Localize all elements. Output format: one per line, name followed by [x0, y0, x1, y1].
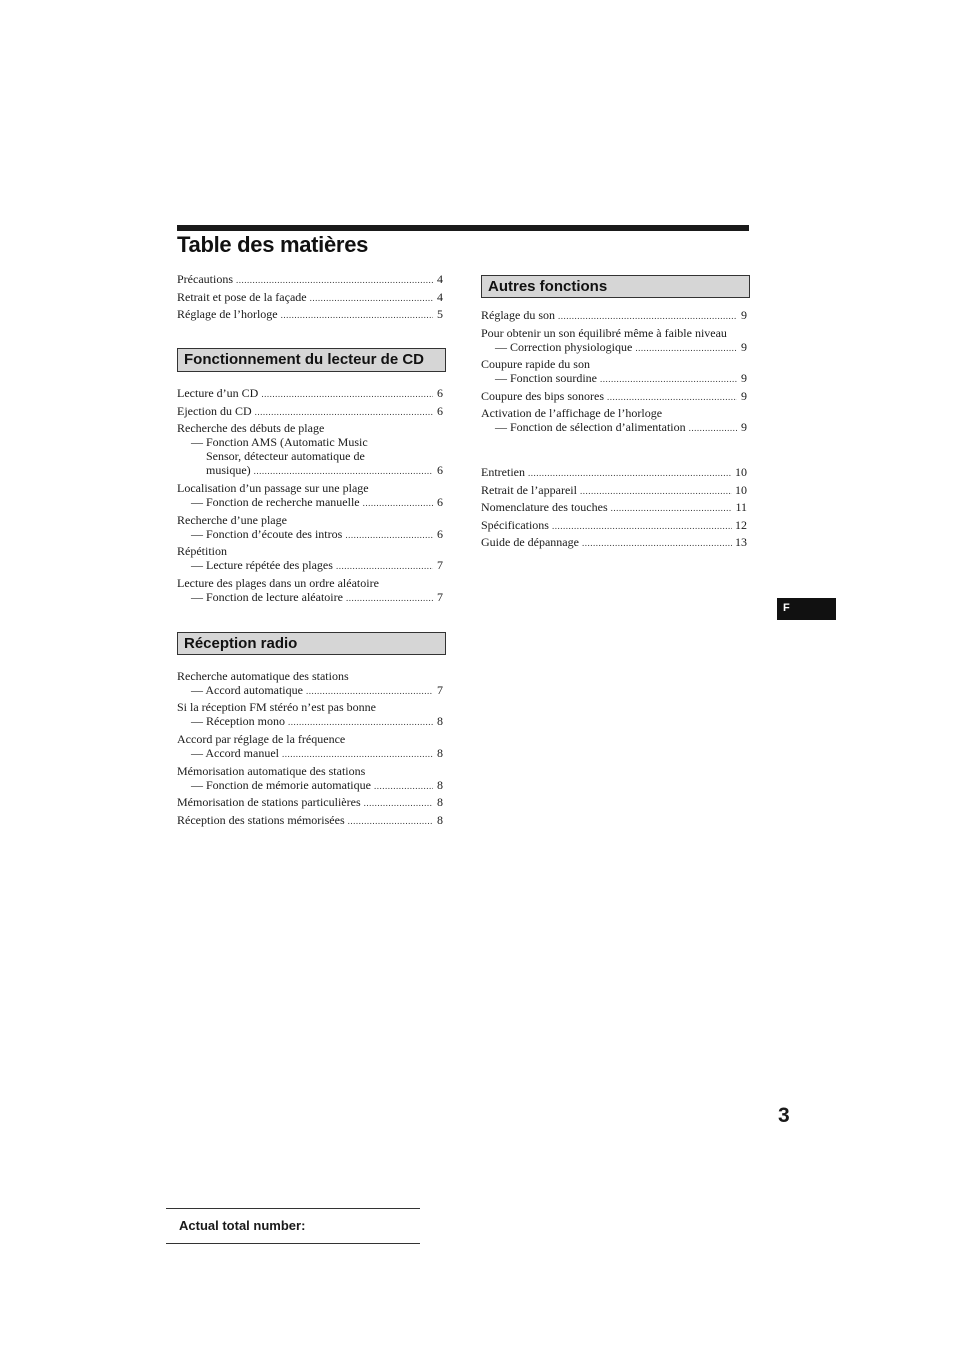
toc-text: Mémorisation de stations particulières	[177, 795, 361, 810]
dot-leader	[552, 519, 732, 533]
toc-line	[481, 406, 747, 420]
toc-page-number: 9	[741, 420, 747, 435]
page-title: Table des matières	[177, 232, 369, 257]
toc-text: Précautions	[177, 272, 233, 286]
toc-line	[481, 357, 747, 371]
toc-page-number: 4	[437, 289, 443, 304]
toc-entry	[177, 732, 443, 761]
toc-page-number: 6	[437, 494, 443, 509]
toc-text: Guide de dépannage	[481, 535, 579, 550]
toc-line	[481, 500, 747, 515]
dot-leader	[363, 496, 433, 510]
section-heading-cd: Fonctionnement du lecteur de CD	[177, 348, 446, 372]
toc-page-number: 7	[437, 558, 443, 573]
toc-text: — Fonction AMS (Automatic Music	[191, 435, 368, 450]
toc-text: Réglage de l’horloge	[177, 307, 278, 322]
toc-line	[177, 746, 443, 761]
dot-leader	[306, 684, 433, 698]
toc-entry	[177, 513, 443, 542]
toc-line	[177, 481, 443, 495]
page-number: 3	[778, 1104, 790, 1127]
toc-entry	[481, 465, 747, 480]
toc-text: — Fonction de lecture aléatoire	[191, 589, 343, 604]
toc-text: Réception des stations mémorisées	[177, 812, 345, 827]
toc-text: — Fonction sourdine	[495, 371, 597, 386]
toc-page-number: 8	[437, 777, 443, 792]
toc-entry	[177, 700, 443, 729]
toc-entry	[177, 576, 443, 605]
toc-line	[177, 669, 443, 683]
toc-text: musique)	[206, 463, 251, 478]
toc-text: Ejection du CD	[177, 403, 252, 418]
toc-entry	[481, 326, 747, 355]
toc-page-number: 7	[437, 589, 443, 604]
toc-page-number: 10	[735, 465, 747, 479]
toc-page-number: 6	[437, 386, 443, 401]
toc-page-number: 8	[437, 812, 443, 827]
toc-entry	[177, 386, 443, 401]
toc-entry	[481, 535, 747, 550]
toc-text: Sensor, détecteur automatique de	[206, 449, 365, 464]
toc-text: Répétition	[177, 544, 227, 559]
dot-leader	[348, 814, 433, 828]
toc-line	[481, 483, 747, 498]
dot-leader	[558, 309, 737, 323]
dot-leader	[346, 591, 433, 605]
toc-text: Lecture des plages dans un ordre aléatoire	[177, 575, 379, 590]
toc-text: Si la réception FM stéréo n’est pas bonne	[177, 700, 376, 715]
toc-text: Retrait de l’appareil	[481, 482, 577, 497]
toc-line	[481, 326, 747, 340]
toc-text: Accord par réglage de la fréquence	[177, 731, 346, 746]
toc-line	[481, 340, 747, 355]
dot-leader	[254, 464, 433, 478]
toc-text: Mémorisation automatique des stations	[177, 763, 366, 778]
toc-text: Coupure rapide du son	[481, 357, 590, 372]
toc-entry	[481, 389, 747, 404]
toc-line	[481, 535, 747, 550]
dot-leader	[611, 501, 733, 515]
dot-leader	[582, 536, 732, 550]
toc-entry	[177, 481, 443, 510]
total-number-label: Actual total number:	[179, 1218, 306, 1233]
toc-entry	[177, 764, 443, 793]
toc-text: — Lecture répétée des plages	[191, 558, 333, 573]
toc-line	[177, 307, 443, 322]
dot-leader	[689, 421, 737, 435]
toc-page-number: 5	[437, 307, 443, 322]
toc-line	[177, 590, 443, 605]
toc-line	[177, 576, 443, 590]
toc-page-number: 6	[437, 526, 443, 541]
appendix-toc-list	[481, 465, 747, 550]
toc-line	[177, 290, 443, 305]
cd-toc-list	[177, 386, 443, 605]
top-rule	[177, 225, 749, 231]
toc-entry	[177, 421, 443, 478]
toc-line	[177, 449, 443, 463]
toc-entry	[177, 813, 443, 828]
toc-page-number: 7	[437, 682, 443, 697]
dot-leader	[364, 796, 433, 810]
toc-text: Recherche des débuts de plage	[177, 421, 325, 436]
toc-line	[177, 513, 443, 527]
toc-entry	[481, 483, 747, 498]
toc-line	[177, 495, 443, 510]
toc-text: — Accord automatique	[191, 682, 303, 697]
toc-line	[177, 404, 443, 419]
toc-page-number: 8	[437, 714, 443, 729]
toc-line	[177, 813, 443, 828]
toc-entry	[481, 308, 747, 323]
toc-entry	[177, 669, 443, 698]
dot-leader	[600, 372, 737, 386]
left-column	[177, 272, 443, 830]
toc-line	[177, 778, 443, 793]
dot-leader	[255, 405, 433, 419]
toc-text: Nomenclature des touches	[481, 500, 608, 515]
toc-text: Localisation d’un passage sur une plage	[177, 480, 369, 495]
toc-page-number: 8	[437, 795, 443, 810]
toc-text: Entretien	[481, 465, 525, 479]
toc-page-number: 9	[741, 308, 747, 322]
toc-text: — Correction physiologique	[495, 339, 633, 354]
toc-text: Coupure des bips sonores	[481, 388, 604, 403]
toc-text: Activation de l’affichage de l’horloge	[481, 406, 663, 421]
dot-leader	[282, 747, 433, 761]
toc-line	[177, 272, 443, 287]
dot-leader	[635, 341, 737, 355]
toc-line	[177, 700, 443, 714]
toc-line	[177, 421, 443, 435]
toc-page-number: 10	[735, 482, 747, 497]
dot-leader	[345, 528, 433, 542]
toc-line	[481, 465, 747, 480]
toc-line	[177, 764, 443, 778]
toc-line	[177, 463, 443, 478]
toc-page-number: 11	[735, 500, 747, 515]
toc-text: Recherche d’une plage	[177, 512, 287, 527]
toc-page-number: 12	[735, 517, 747, 532]
dot-leader	[281, 308, 433, 322]
toc-line	[481, 389, 747, 404]
toc-line	[177, 435, 443, 449]
dot-leader	[236, 273, 433, 287]
toc-page-number: 8	[437, 745, 443, 760]
toc-line	[481, 308, 747, 323]
toc-page-number: 9	[741, 339, 747, 354]
toc-text: Spécifications	[481, 517, 549, 532]
dot-leader	[607, 390, 737, 404]
dot-leader	[261, 387, 433, 401]
toc-text: — Fonction de recherche manuelle	[191, 494, 360, 509]
dot-leader	[310, 291, 433, 305]
toc-page-number: 9	[741, 371, 747, 386]
toc-line	[177, 795, 443, 810]
radio-toc-list	[177, 669, 443, 828]
toc-text: Recherche automatique des stations	[177, 668, 349, 683]
toc-text: — Fonction de sélection d’alimentation	[495, 420, 686, 435]
toc-entry	[177, 307, 443, 322]
toc-text: Lecture d’un CD	[177, 386, 259, 401]
appendix-column	[481, 465, 747, 553]
toc-page-number: 13	[735, 535, 747, 550]
toc-line	[177, 714, 443, 729]
toc-page-number: 4	[437, 272, 443, 286]
intro-toc-list	[177, 272, 443, 322]
other-toc-list	[481, 308, 747, 435]
toc-line	[481, 518, 747, 533]
toc-entry	[177, 290, 443, 305]
dot-leader	[374, 779, 433, 793]
toc-line	[177, 544, 443, 558]
toc-line	[177, 732, 443, 746]
toc-text: Pour obtenir un son équilibré même à faible niveau	[481, 325, 727, 340]
toc-text: — Réception mono	[191, 714, 285, 729]
language-tab: F	[777, 598, 836, 620]
toc-text: — Accord manuel	[191, 745, 279, 760]
toc-line	[177, 558, 443, 573]
toc-entry	[177, 272, 443, 287]
dot-leader	[528, 466, 732, 480]
total-number-box	[166, 1208, 420, 1244]
toc-entry	[177, 404, 443, 419]
toc-page-number: 6	[437, 403, 443, 418]
toc-line	[177, 527, 443, 542]
toc-entry	[481, 357, 747, 386]
dot-leader	[288, 715, 433, 729]
toc-entry	[481, 406, 747, 435]
toc-entry	[177, 544, 443, 573]
toc-page-number: 6	[437, 463, 443, 478]
toc-text: — Fonction de mémorie automatique	[191, 777, 371, 792]
toc-page-number: 9	[741, 388, 747, 403]
toc-text: — Fonction d’écoute des intros	[191, 526, 343, 541]
toc-line	[177, 386, 443, 401]
toc-text: Réglage du son	[481, 308, 555, 322]
toc-entry	[177, 795, 443, 810]
section-heading-other: Autres fonctions	[481, 275, 750, 298]
toc-entry	[481, 500, 747, 515]
toc-line	[177, 683, 443, 698]
toc-entry	[481, 518, 747, 533]
toc-text: Retrait et pose de la façade	[177, 289, 307, 304]
dot-leader	[580, 484, 732, 498]
section-heading-radio: Réception radio	[177, 632, 446, 655]
toc-line	[481, 371, 747, 386]
dot-leader	[336, 559, 433, 573]
toc-line	[481, 420, 747, 435]
right-column	[481, 275, 747, 438]
